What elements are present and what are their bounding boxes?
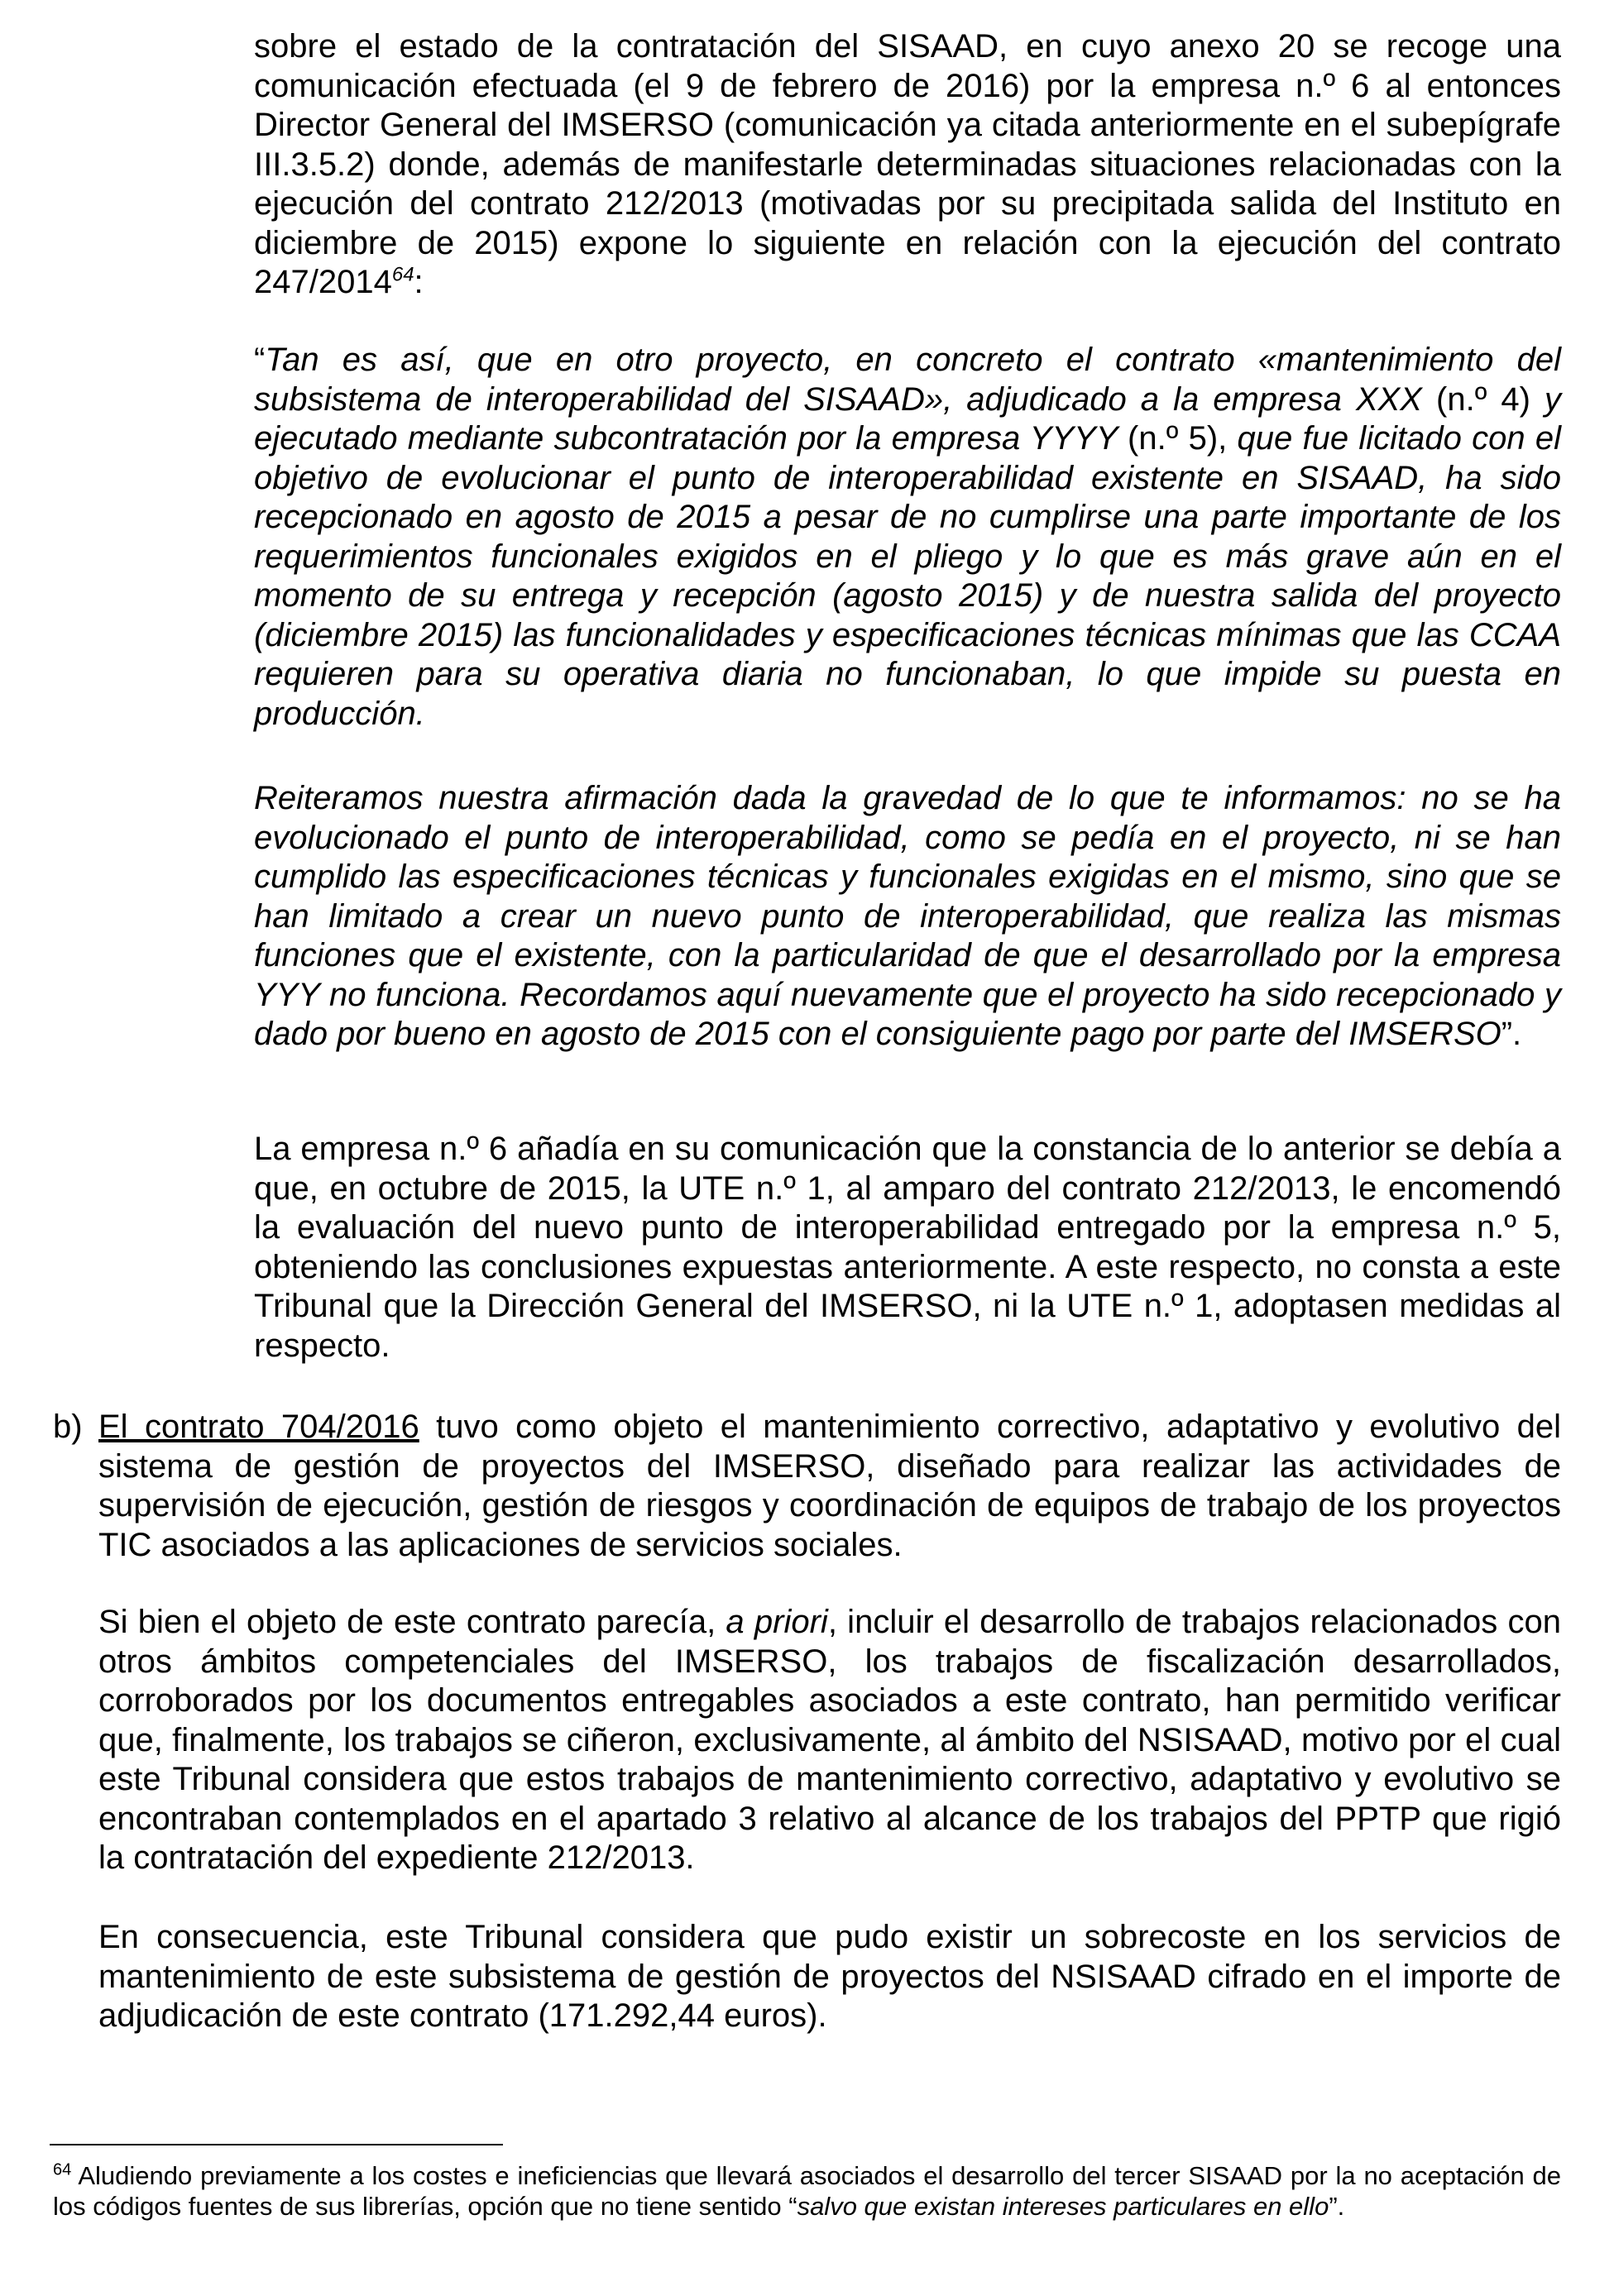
- footnote-separator: [50, 2144, 503, 2145]
- quote-1-segment-1: Tan es así, que en otro proyecto, en concreto el contrato «mantenimiento del subsistema de interoperabilidad del SISAAD», adjudicado a la empresa XXX: [254, 342, 1561, 418]
- paragraph-intro-tail: :: [414, 264, 424, 300]
- paragraph-intro-text: sobre el estado de la contratación del SISAAD, en cuyo anexo 20 se recoge una comunicación efectuada (el 9 de febrero de 2016) por la empresa n.º 6 al entonces Director General del IMSERSO (comunicación ya citada anteriormente en el subepígrafe III.3.5.2) donde, además de manifestarle determinadas situaciones relacionadas con la ejecución del contrato 212/2013 (motivadas por su precipitada salida del Instituto en diciembre de 2015) expone lo siguiente en relación con la ejecución del contrato 247/2014: [254, 28, 1561, 300]
- quote-paragraph-2: [254, 779, 1561, 1055]
- paragraph-intro: [254, 27, 1561, 303]
- quote-1-company-ref-1: (n.º 4): [1436, 380, 1530, 418]
- paragraph-company-6-text: La empresa n.º 6 añadía en su comunicación que la constancia de lo anterior se debía a que, en octubre de 2015, la UTE n.º 1, al amparo del contrato 212/2013, le encomendó la evaluación del nuevo punto de interoperabilidad entregado por la empresa n.º 5, obteniendo las conclusiones expuestas anteriormente. A este respecto, no consta a este Tribunal que la Dirección General del IMSERSO, ni la UTE n.º 1, adoptasen medidas al respecto.: [254, 1131, 1561, 1364]
- latin-phrase: a priori: [726, 1604, 828, 1640]
- quote-1-segment-3: que fue licitado con el objetivo de evolucionar el punto de interoperabilidad existente en SISAAD, ha sido recepcionado en agosto de 2015 a pesar de no cumplirse una parte importante de los requerimientos funcionales exigidos en el pliego y lo que es más grave aún en el momento de su entrega y recepción (agosto 2015) y de nuestra salida del proyecto (diciembre 2015) las funcionalidades y especificaciones técnicas mínimas que las CCAA requieren para su operativa diaria no funcionaban, lo que impide su puesta en producción.: [254, 420, 1561, 732]
- footnote-number: 64: [53, 2160, 72, 2179]
- paragraph-company-6: [254, 1130, 1561, 1366]
- paragraph-a-priori-after: , incluir el desarrollo de trabajos relacionados con otros ámbitos competenciales del IMSERSO, los trabajos de fiscalización desarrollados, corroborados por los documentos entregables asociados a este contrato, han permitido verificar que, finalmente, los trabajos se ciñeron, exclusivamente, al ámbito del NSISAAD, motivo por el cual este Tribunal considera que estos trabajos de mantenimiento correctivo, adaptativo y evolutivo se encontraban contemplados en el apartado 3 relativo al alcance de los trabajos del PPTP que rigió la contratación del expediente 212/2013.: [98, 1604, 1562, 1876]
- paragraph-conclusion-text: En consecuencia, este Tribunal considera que pudo existir un sobrecoste en los servicios de mantenimiento de este subsistema de gestión de proyectos del NSISAAD cifrado en el importe de adjudicación de este contrato (171.292,44 euros).: [98, 1919, 1561, 2034]
- footnote-close: ”.: [1329, 2192, 1345, 2221]
- contract-reference: El contrato 704/2016: [98, 1409, 419, 1445]
- list-item-b: [98, 1408, 1561, 1565]
- list-item-label: b): [53, 1409, 83, 1445]
- list-item-b-text: tuvo como objeto el mantenimiento correctivo, adaptativo y evolutivo del sistema de gestión de proyectos del IMSERSO, diseñado para realizar las actividades de supervisión de ejecución, gestión de riesgos y coordinación de equipos de trabajo de los proyectos TIC asociados a las aplicaciones de servicios sociales.: [98, 1409, 1561, 1563]
- quote-paragraph-1: [254, 341, 1561, 734]
- paragraph-conclusion: [98, 1918, 1561, 2036]
- footnote: [53, 2160, 1561, 2222]
- footnote-italic: salvo que existan intereses particulares en ello: [797, 2192, 1329, 2221]
- quote-open-mark: “: [254, 342, 266, 378]
- footnote-text: Aludiendo previamente a los costes e ineficiencias que llevará asociados el desarrollo del tercer SISAAD por la no aceptación de los códigos fuentes de sus librerías, opción que no tiene sentido “: [53, 2161, 1561, 2221]
- quote-1-company-ref-2: (n.º 5),: [1128, 420, 1228, 457]
- quote-close-mark: ”.: [1501, 1016, 1522, 1052]
- paragraph-a-priori-before: Si bien el objeto de este contrato parecía,: [98, 1604, 726, 1640]
- quote-1-segment-2: y ejecutado mediante subcontratación por la empresa YYYY: [254, 380, 1562, 457]
- footnote-reference[interactable]: 64: [391, 263, 414, 286]
- paragraph-a-priori: [98, 1603, 1561, 1878]
- quote-2-text: Reiteramos nuestra afirmación dada la gravedad de lo que te informamos: no se ha evolucionado el punto de interoperabilidad, como se pedía en el proyecto, ni se han cumplido las especificaciones técnicas y funcionales exigidas en el mismo, sino que se han limitado a crear un nuevo punto de interoperabilidad, que realiza las mismas funciones que el existente, con la particularidad de que el desarrollado por la empresa YYY no funciona. Recordamos aquí nuevamente que el proyecto ha sido recepcionado y dado por bueno en agosto de 2015 con el consiguiente pago por parte del IMSERSO: [254, 780, 1561, 1052]
